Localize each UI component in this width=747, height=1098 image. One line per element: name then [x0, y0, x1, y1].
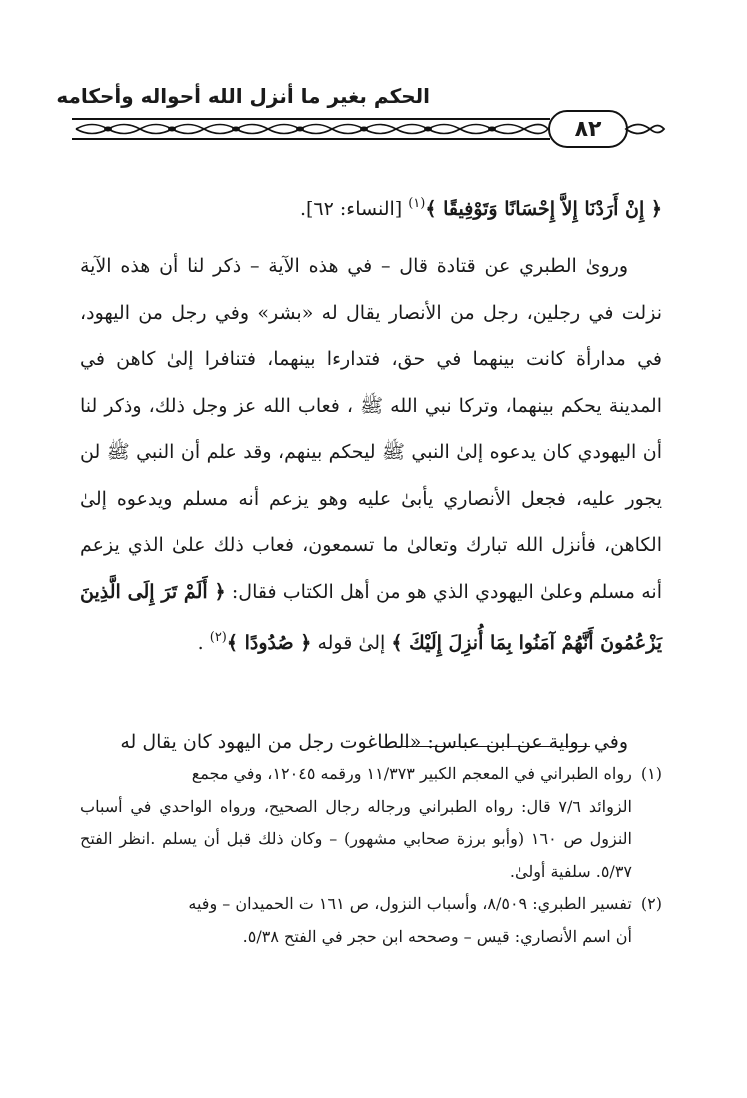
quran-verse: ﴿ أَلَمْ تَرَ إِلَى الَّذِينَ يَزْعُمُونَ أَنَّهُمْ آمَنُوا بِمَا أُنزِلَ إِلَيْكَ ﴾	[80, 580, 662, 654]
quran-verse: ﴿ إِنْ أَرَدْنَا إِلاَّ إِحْسَانًا وَتَوْفِيقًا ﴾	[425, 198, 662, 220]
footnote-2	[80, 888, 662, 921]
footnote-1	[80, 758, 662, 791]
footnote-number: (٢)	[640, 894, 662, 913]
footnote-text: تفسير الطبري: ٨/٥٠٩، وأسباب النزول، ص ١٦١ ت الحميدان – وفيه	[188, 894, 632, 913]
footnote-ref: (١)	[408, 196, 426, 211]
opening-verse-line	[80, 181, 662, 232]
running-header-title: الحكم بغير ما أنزل الله أحواله وأحكامه	[56, 84, 430, 108]
paragraph-text: وروىٰ الطبري عن قتادة قال – في هذه الآية – ذكر لنا أن هذه الآية نزلت في رجلين، رجل من الأنصار يقال له «بشر» وفي رجل من اليهود، في مدارأة كانت بينهما في حق، فتدارءا بينهما، فتنافرا إلىٰ كاهن في المدينة يحكم بينهما، وتركا نبي الله ﷺ ، فعاب الله عز وجل ذلك، وذكر لنا أن اليهودي كان يدعوه إلىٰ النبي ﷺ ليحكم بينهم، وقد علم أن النبي ﷺ لن يجور عليه، فجعل الأنصاري يأبىٰ عليه وهو يزعم أنه مسلم ويدعوه إلىٰ الكاهن، فأنزل الله تبارك وتعالىٰ ما تسمعون، فعاب ذلك علىٰ الذي يزعم أنه مسلم وعلىٰ اليهودي الذي هو من أهل الكتاب فقال:	[80, 255, 662, 603]
quran-verse: ﴿ صُدُودًا ﴾	[226, 632, 312, 654]
verse-citation: [النساء: ٦٢].	[299, 198, 403, 220]
footnote-ref: (٢)	[209, 630, 227, 645]
footnote-2-continued: أن اسم الأنصاري: قيس – وصححه ابن حجر في الفتح ٥/٣٨.	[242, 926, 632, 946]
page-number-ornament	[624, 120, 666, 138]
header-ornament-band	[72, 116, 550, 142]
body-paragraph: وفي رواية عن ابن عباس: «الطاغوت رجل من اليهود كان يقال له	[120, 731, 628, 753]
footnote-number: (١)	[640, 764, 662, 783]
footnote-text: رواه الطبراني في المعجم الكبير ١١/٣٧٣ ورقمه ١٢٠٤٥، وفي مجمع	[191, 764, 632, 783]
footnotes	[80, 758, 662, 953]
footnote-1-continued: الزوائد ٧/٦ قال: رواه الطبراني ورجاله رجال الصحيح، ورواه الواحدي في أسباب النزول ص ١٦٠ (وأبو برزة صحابي مشهور) – وكان ذلك قبل أن يسلم .انظر الفتح ٥/٣٧. سلفية أولىٰ.	[80, 796, 632, 881]
footnote-separator	[398, 746, 590, 747]
body-paragraph	[80, 243, 662, 667]
page-number-badge: ٨٢	[548, 110, 628, 148]
paragraph-end: .	[197, 632, 204, 654]
connector-text: إلىٰ قوله	[317, 632, 386, 654]
